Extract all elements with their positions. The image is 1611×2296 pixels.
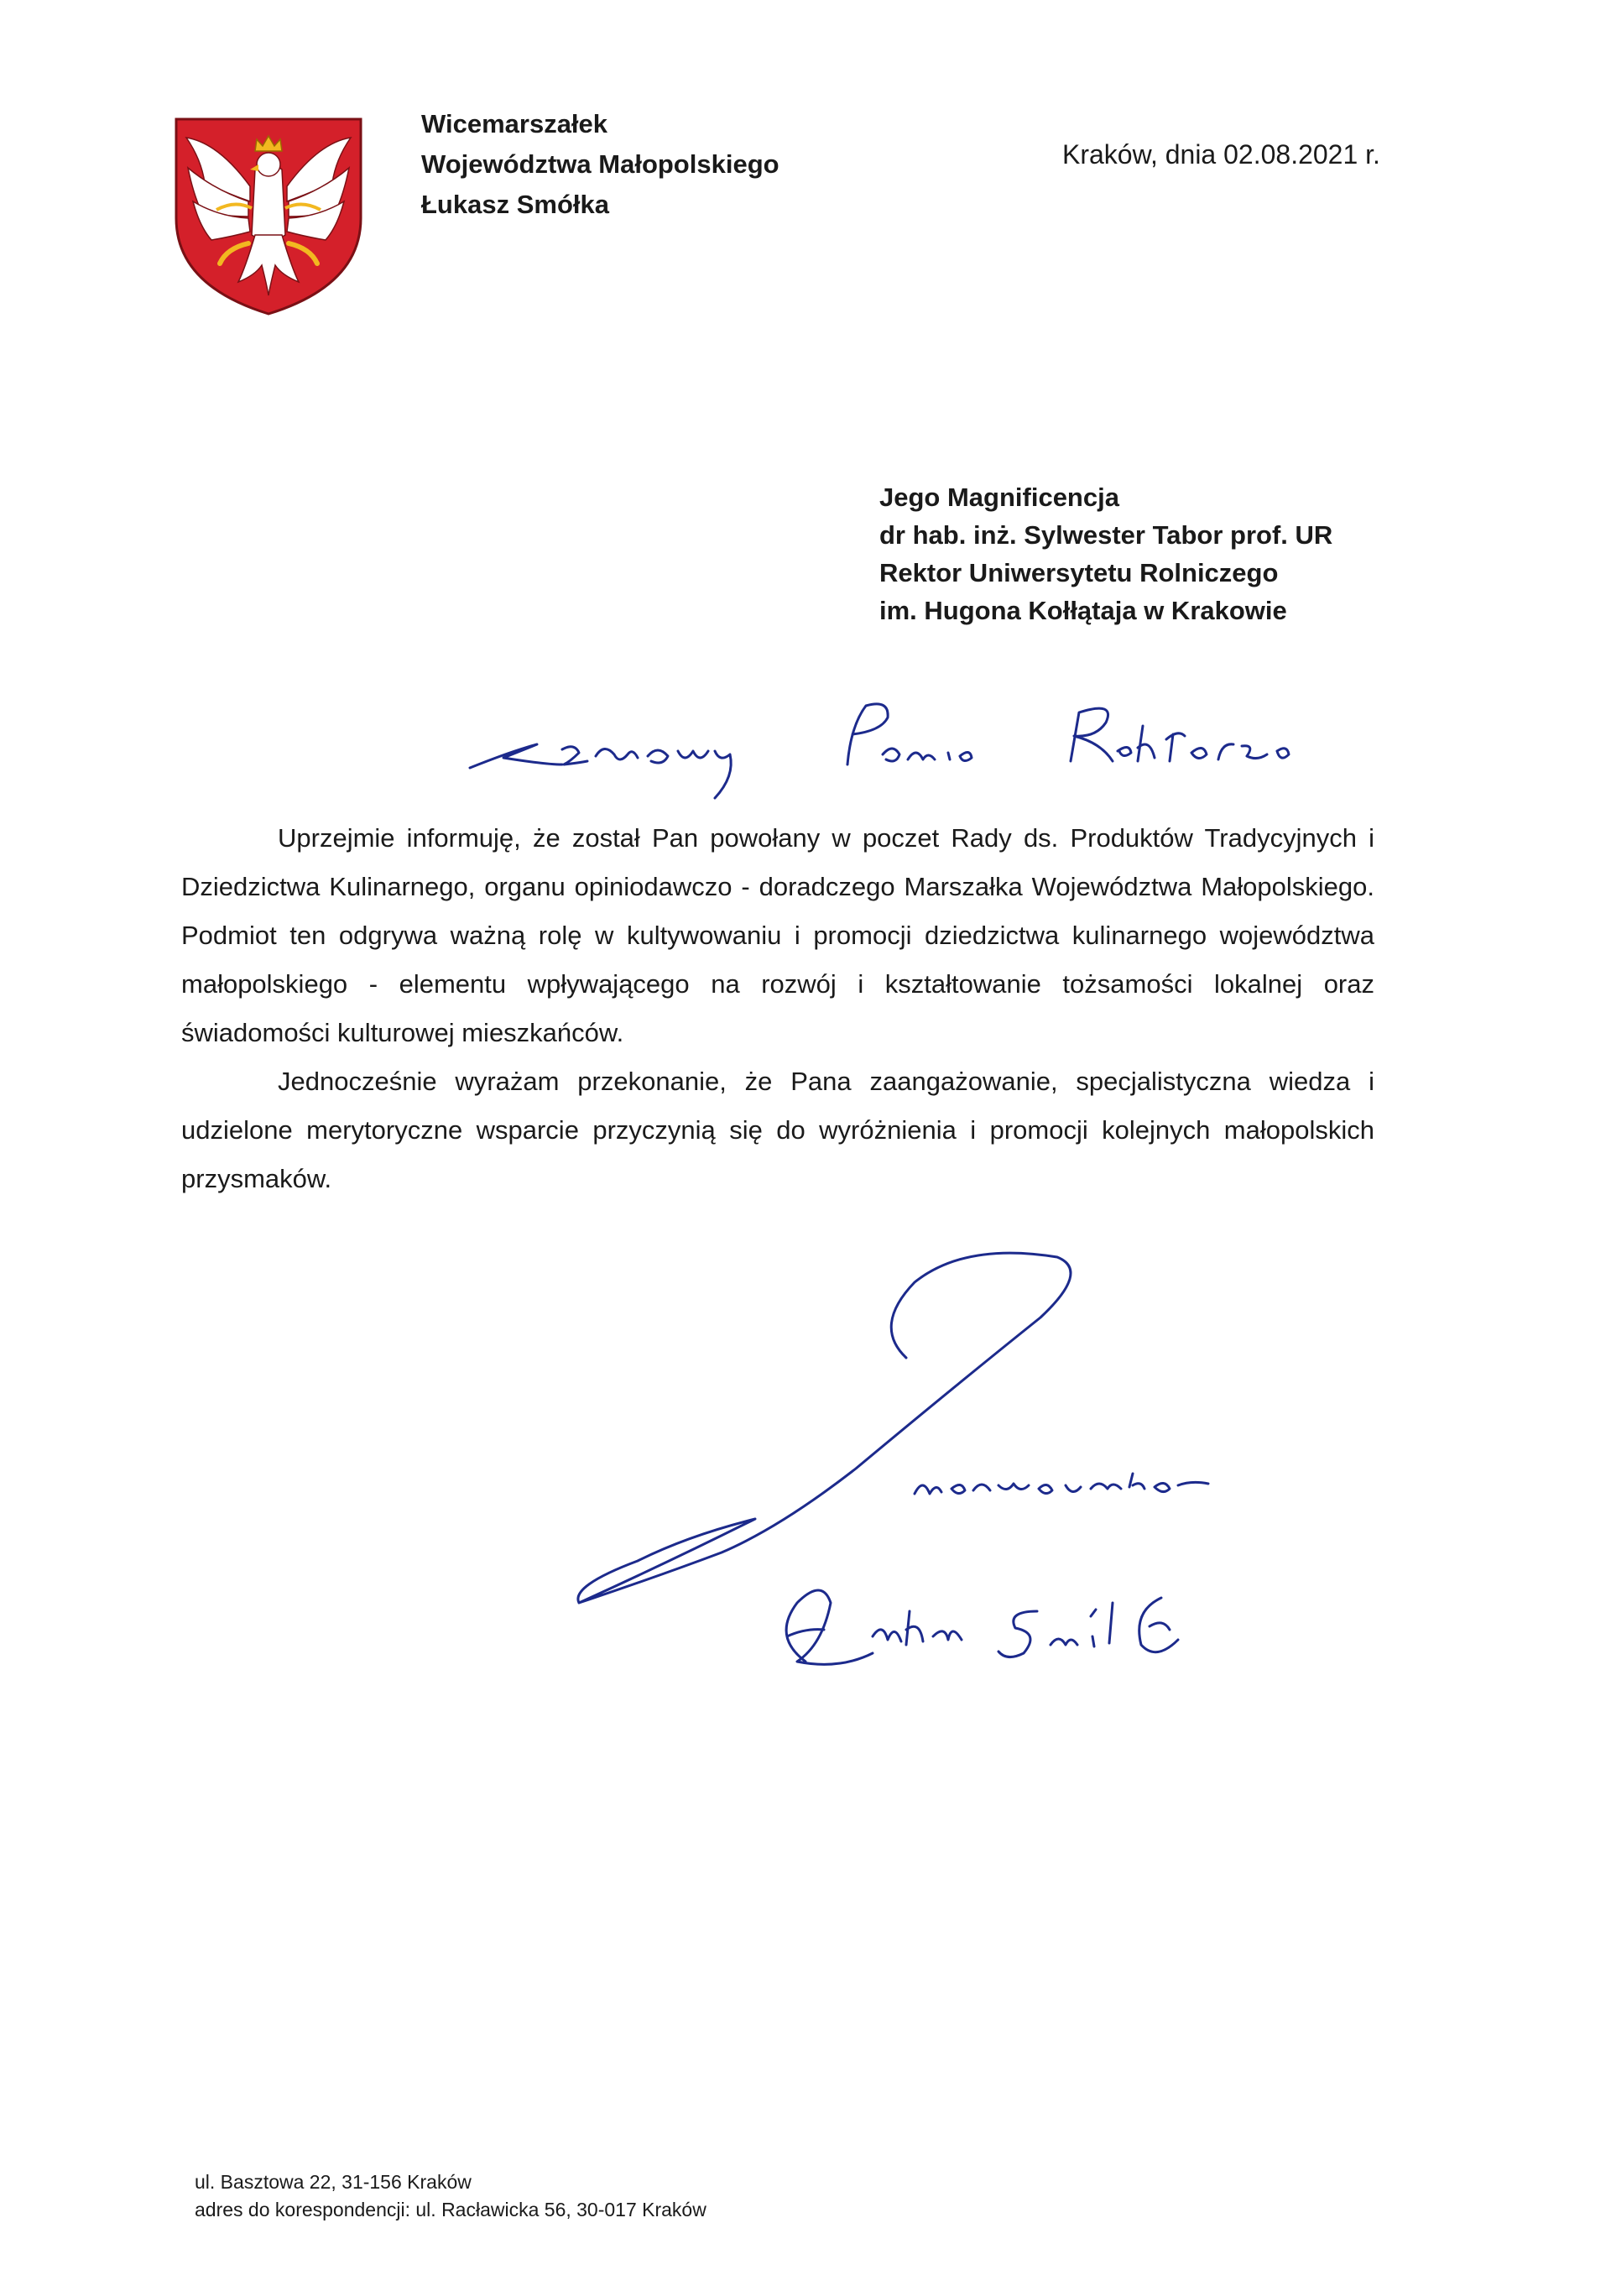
footer-address [195,2168,706,2224]
footer-line: ul. Basztowa 22, 31-156 Kraków [195,2171,472,2193]
body-paragraph: Jednocześnie wyrażam przekonanie, że Pana zaangażowanie, specjalistyczna wiedza i udzielone merytoryczne wsparcie przyczynią się do wyróżnienia i promocji kolejnych małopolskich przysmaków. [181,1067,1374,1193]
handwritten-signature [554,1242,1359,1695]
footer-line: adres do korespondencji: ul. Racławicka 56, 30-017 Kraków [195,2199,706,2220]
coat-of-arms-icon [168,109,369,319]
sender-office: Województwa Małopolskiego [421,149,779,179]
sender-name: Łukasz Smółka [421,190,609,219]
sender-block [421,104,779,225]
recipient-line: Rektor Uniwersytetu Rolniczego [879,558,1279,587]
letter-body [181,814,1374,1203]
recipient-line: im. Hugona Kołłątaja w Krakowie [879,596,1287,625]
recipient-block [879,478,1332,629]
recipient-line: dr hab. inż. Sylwester Tabor prof. UR [879,520,1333,550]
sender-title: Wicemarszałek [421,109,608,138]
place-date: Kraków, dnia 02.08.2021 r. [1062,139,1380,170]
body-paragraph: Uprzejmie informuję, że został Pan powołany w poczet Rady ds. Produktów Tradycyjnych i Dziedzictwa Kulinarnego, organu opiniodawczo - doradczego Marszałka Województwa Małopolskiego. Podmiot ten odgrywa ważną rolę w kultywowaniu i promocji dziedzictwa kulinarnego województwa małopolskiego - elementu wpływającego na rozwój i kształtowanie tożsamości lokalnej oraz świadomości kulturowej mieszkańców. [181,823,1374,1047]
recipient-line: Jego Magnificencja [879,483,1119,512]
handwritten-salutation [453,684,1309,810]
